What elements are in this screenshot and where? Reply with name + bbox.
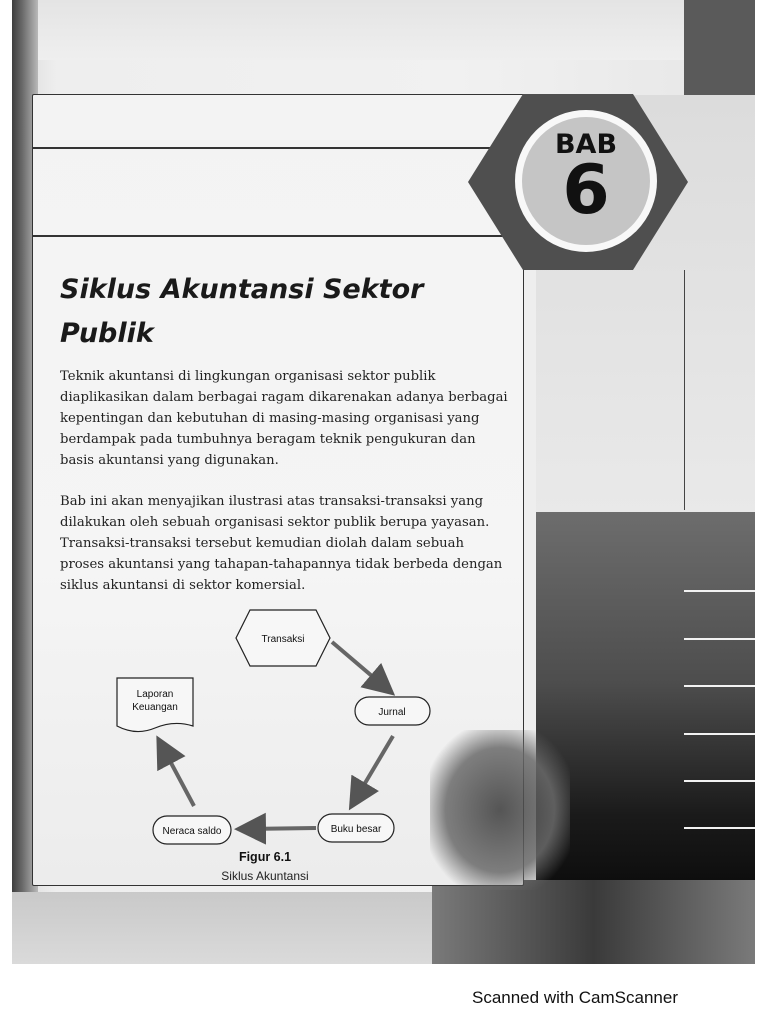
chapter-label: BAB [554, 129, 618, 160]
bottom-margin [12, 892, 432, 964]
text-line: Bab ini akan menyajikan ilustrasi atas transaksi-transaksi yang [60, 494, 484, 509]
text-line: dilakukan oleh sebuah organisasi sektor publik berupa yayasan. [60, 515, 490, 530]
bottom-shadow [432, 880, 755, 964]
text-line: Transaksi-transaksi tersebut kemudian diolah dalam sebuah [60, 536, 464, 551]
chapter-number: 6 [562, 151, 610, 230]
text-line: proses akuntansi yang tahapan-tahapannya tidak berbeda dengan [60, 557, 503, 572]
accounting-cycle-diagram [100, 600, 460, 850]
text-line: diaplikasikan dalam berbagai ragam dikarenakan adanya berbagai [60, 390, 508, 405]
transaksi-label: Transaksi [261, 634, 305, 645]
chapter-title-line: Publik [60, 318, 154, 349]
text-line: Teknik akuntansi di lingkungan organisasi sektor publik [60, 369, 436, 384]
right-margin-divider [684, 270, 685, 510]
right-margin-rule [684, 590, 755, 592]
neraca-saldo-label: Neraca saldo [162, 826, 222, 837]
chapter-badge [515, 110, 657, 252]
top-shading [12, 0, 755, 60]
corner-dark-area [684, 0, 755, 95]
paragraph-intro [60, 366, 516, 471]
text-line: kepentingan dan kebutuhan di masing-masing organisasi yang [60, 411, 480, 426]
laporan-label-line1: Laporan [136, 689, 174, 700]
right-margin-rule [684, 733, 755, 735]
chapter-title [60, 268, 440, 356]
text-line: berdampak pada tumbuhnya beragam teknik pengukuran dan [60, 432, 476, 447]
laporan-label-line2: Keuangan [132, 702, 178, 713]
jurnal-label: Jurnal [378, 707, 406, 718]
right-margin-rule [684, 827, 755, 829]
right-margin-rule [684, 685, 755, 687]
text-line: siklus akuntansi di sektor komersial. [60, 578, 306, 593]
right-margin-rule [684, 780, 755, 782]
arrow-jurnal-bukubesar [355, 736, 393, 800]
text-line: basis akuntansi yang digunakan. [60, 453, 279, 468]
header-band-line [33, 235, 513, 237]
arrow-transaksi-jurnal [332, 642, 386, 688]
arrow-bukubesar-neraca [246, 828, 316, 829]
chapter-title-line: Siklus Akuntansi Sektor [60, 274, 424, 305]
figure-number: Figur 6.1 [238, 850, 292, 864]
right-margin-rule [684, 638, 755, 640]
buku-besar-label: Buku besar [330, 824, 382, 835]
header-band-line [33, 147, 503, 149]
figure-caption: Siklus Akuntansi [221, 869, 309, 883]
paragraph-overview [60, 491, 516, 596]
camscanner-watermark: Scanned with CamScanner [471, 988, 678, 1007]
arrow-neraca-laporan [162, 746, 194, 806]
